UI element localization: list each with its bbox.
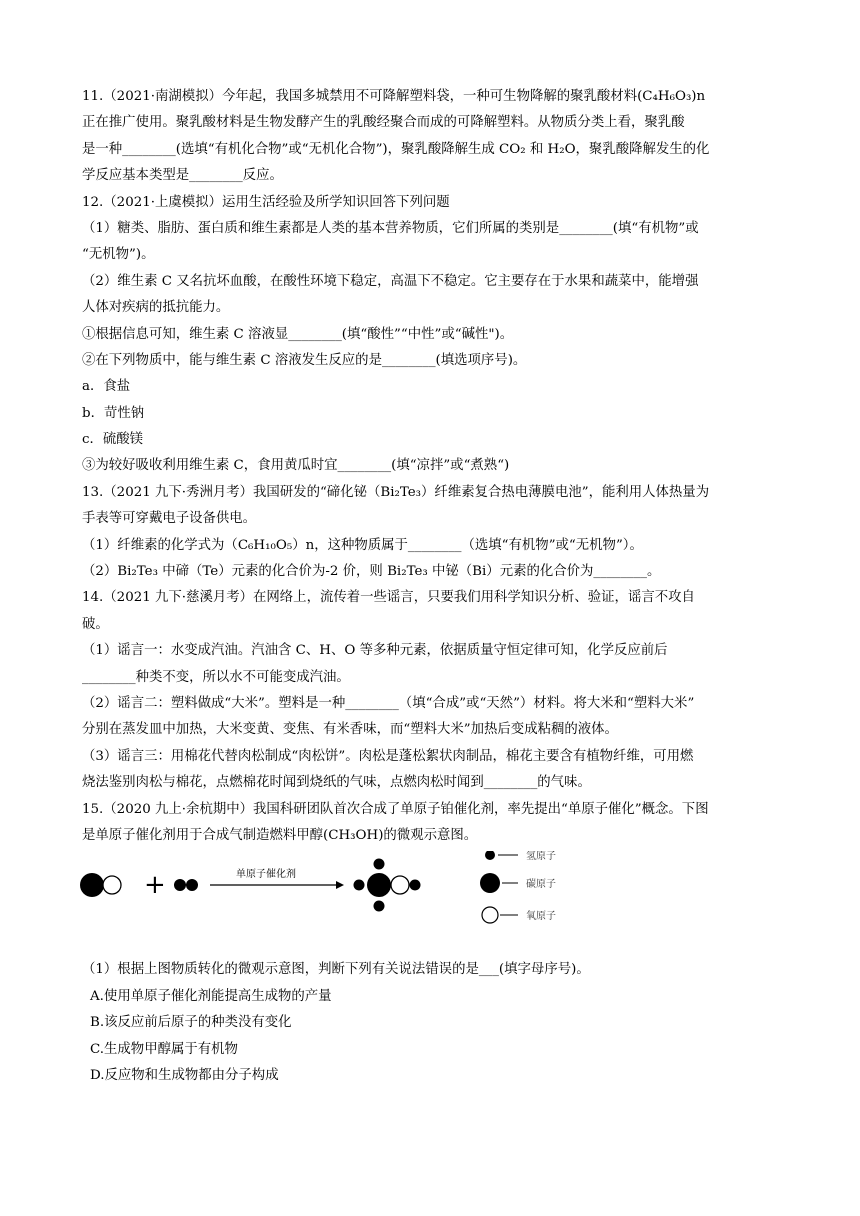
legend-oxygen-label: 氧原子: [526, 911, 556, 923]
q11-line-4: 学反应基本类型是________反应。: [82, 168, 283, 184]
legend-carbon-icon: [480, 873, 500, 893]
oxygen-atom: [391, 876, 409, 894]
q15-line-1: 15.（2020 九上·余杭期中）我国科研团队首次合成了单原子铂催化剂，率先提出“单原子催化”概念。下图: [82, 801, 709, 817]
q12-line-7: ②在下列物质中，能与维生素 C 溶液发生反应的是________(填选项序号)。: [82, 352, 527, 368]
q14-line-3: （1）谣言一：水变成汽油。汽油含 C、H、O 等多种元素，依据质量守恒定律可知，化学反应前后: [82, 643, 668, 659]
q15-line-3: （1）根据上图物质转化的微观示意图，判断下列有关说法错误的是___(填字母序号)。: [82, 962, 590, 978]
q12-option-b: b．苛性钠: [82, 405, 145, 421]
arrow-head: [336, 881, 344, 889]
q12-line-6: ①根据信息可知，维生素 C 溶液显________(填“酸性”“中性”或“碱性")。: [82, 326, 514, 342]
q12-line-2: （1）糖类、脂肪、蛋白质和维生素都是人类的基本营养物质，它们所属的类别是________(填“有机物”或: [82, 220, 699, 236]
q13-line-2: 手表等可穿戴电子设备供电。: [82, 511, 257, 527]
hydrogen-atom: [186, 879, 198, 891]
q12-line-4: （2）维生素 C 又名抗坏血酸，在酸性环境下稳定，高温下不稳定。它主要存在于水果和蔬菜中，能增强: [82, 273, 699, 289]
q11-line-1: 11.（2021·南湖模拟）今年起，我国多城禁用不可降解塑料袋，一种可生物降解的聚乳酸材料(C₄H₆O₃)n: [82, 89, 706, 104]
oxygen-atom: [103, 876, 121, 894]
q12-option-a: a．食盐: [82, 379, 131, 395]
q12-line-1: 12.（2021·上虞模拟）运用生活经验及所学知识回答下列问题: [82, 194, 450, 210]
legend-oxygen-icon: [482, 907, 498, 923]
reaction-svg: [78, 851, 638, 951]
q15-option-a: A.使用单原子催化剂能提高生成物的产量: [90, 988, 332, 1004]
hydrogen-atom: [174, 879, 186, 891]
q15-line-2: 是单原子催化剂用于合成气制造燃料甲醇(CH₃OH)的微观示意图。: [82, 827, 478, 843]
q12-line-8: ③为较好吸收利用维生素 C，食用黄瓜时宜________(填“凉拌”或“煮熟“): [82, 458, 510, 474]
q11-line-2: 正在推广使用。聚乳酸材料是生物发酵产生的乳酸经聚合而成的可降解塑料。从物质分类上看，聚乳酸: [82, 115, 685, 131]
legend-carbon-label: 碳原子: [526, 879, 556, 891]
hydrogen-atom: [354, 880, 365, 891]
arrow-label: 单原子催化剂: [236, 869, 296, 881]
carbon-atom: [367, 873, 391, 897]
carbon-atom: [80, 873, 104, 897]
reaction-diagram: [82, 851, 782, 953]
q12-option-c: c．硫酸镁: [82, 432, 144, 448]
q14-line-2: 破。: [82, 616, 109, 632]
q14-line-8: 烧法鉴别肉松与棉花，点燃棉花时闻到烧纸的气味，点燃肉松时闻到________的气味。: [82, 775, 591, 791]
q14-line-7: （3）谣言三：用棉花代替肉松制成“肉松饼”。肉松是蓬松絮状肉制品，棉花主要含有植物纤维，可用燃: [82, 748, 694, 764]
worksheet: [82, 84, 782, 1089]
q13-line-1: 13.（2021 九下·秀洲月考）我国研发的“碲化铋（Bi₂Te₃）纤维素复合热电薄膜电池”，能利用人体热量为: [82, 484, 710, 500]
plus-sign: +: [144, 870, 166, 901]
q11-line-3: 是一种________(选填“有机化合物”或“无机化合物”)，聚乳酸降解生成 CO₂ 和 H₂O，聚乳酸降解发生的化: [82, 141, 710, 157]
hydrogen-atom: [374, 901, 385, 912]
hydrogen-atom: [374, 859, 385, 870]
q14-line-4: ________种类不变，所以水不可能变成汽油。: [82, 669, 350, 685]
hydrogen-atom: [410, 880, 421, 891]
q12-line-5: 人体对疾病的抵抗能力。: [82, 300, 230, 316]
q14-line-1: 14.（2021 九下·慈溪月考）在网络上，流传着一些谣言，只要我们用科学知识分析、验证，谣言不攻自: [82, 590, 695, 606]
q12-line-3: “无机物”)。: [82, 247, 155, 263]
q15-option-d: D.反应物和生成物都由分子构成: [90, 1067, 279, 1083]
q14-line-5: （2）谣言二：塑料做成“大米”。塑料是一种________（填“合成”或“天然”）材料。将大米和“塑料大米”: [82, 695, 695, 711]
legend-hydrogen-label: 氢原子: [526, 851, 556, 863]
q15-option-b: B.该反应前后原子的种类没有变化: [90, 1015, 292, 1031]
q15-option-c: C.生成物甲醇属于有机物: [90, 1041, 238, 1057]
q14-line-6: 分别在蒸发皿中加热，大米变黄、变焦、有米香味，而“塑料大米”加热后变成粘稠的液体。: [82, 722, 618, 738]
q13-line-4: （2）Bi₂Te₃ 中碲（Te）元素的化合价为-2 价，则 Bi₂Te₃ 中铋（Bi）元素的化合价为________。: [82, 564, 661, 580]
q13-line-3: （1）纤维素的化学式为（C₆H₁₀O₅）n，这种物质属于________（选填“有机物”或“无机物”）。: [82, 537, 643, 553]
legend-hydrogen-icon: [485, 851, 495, 860]
